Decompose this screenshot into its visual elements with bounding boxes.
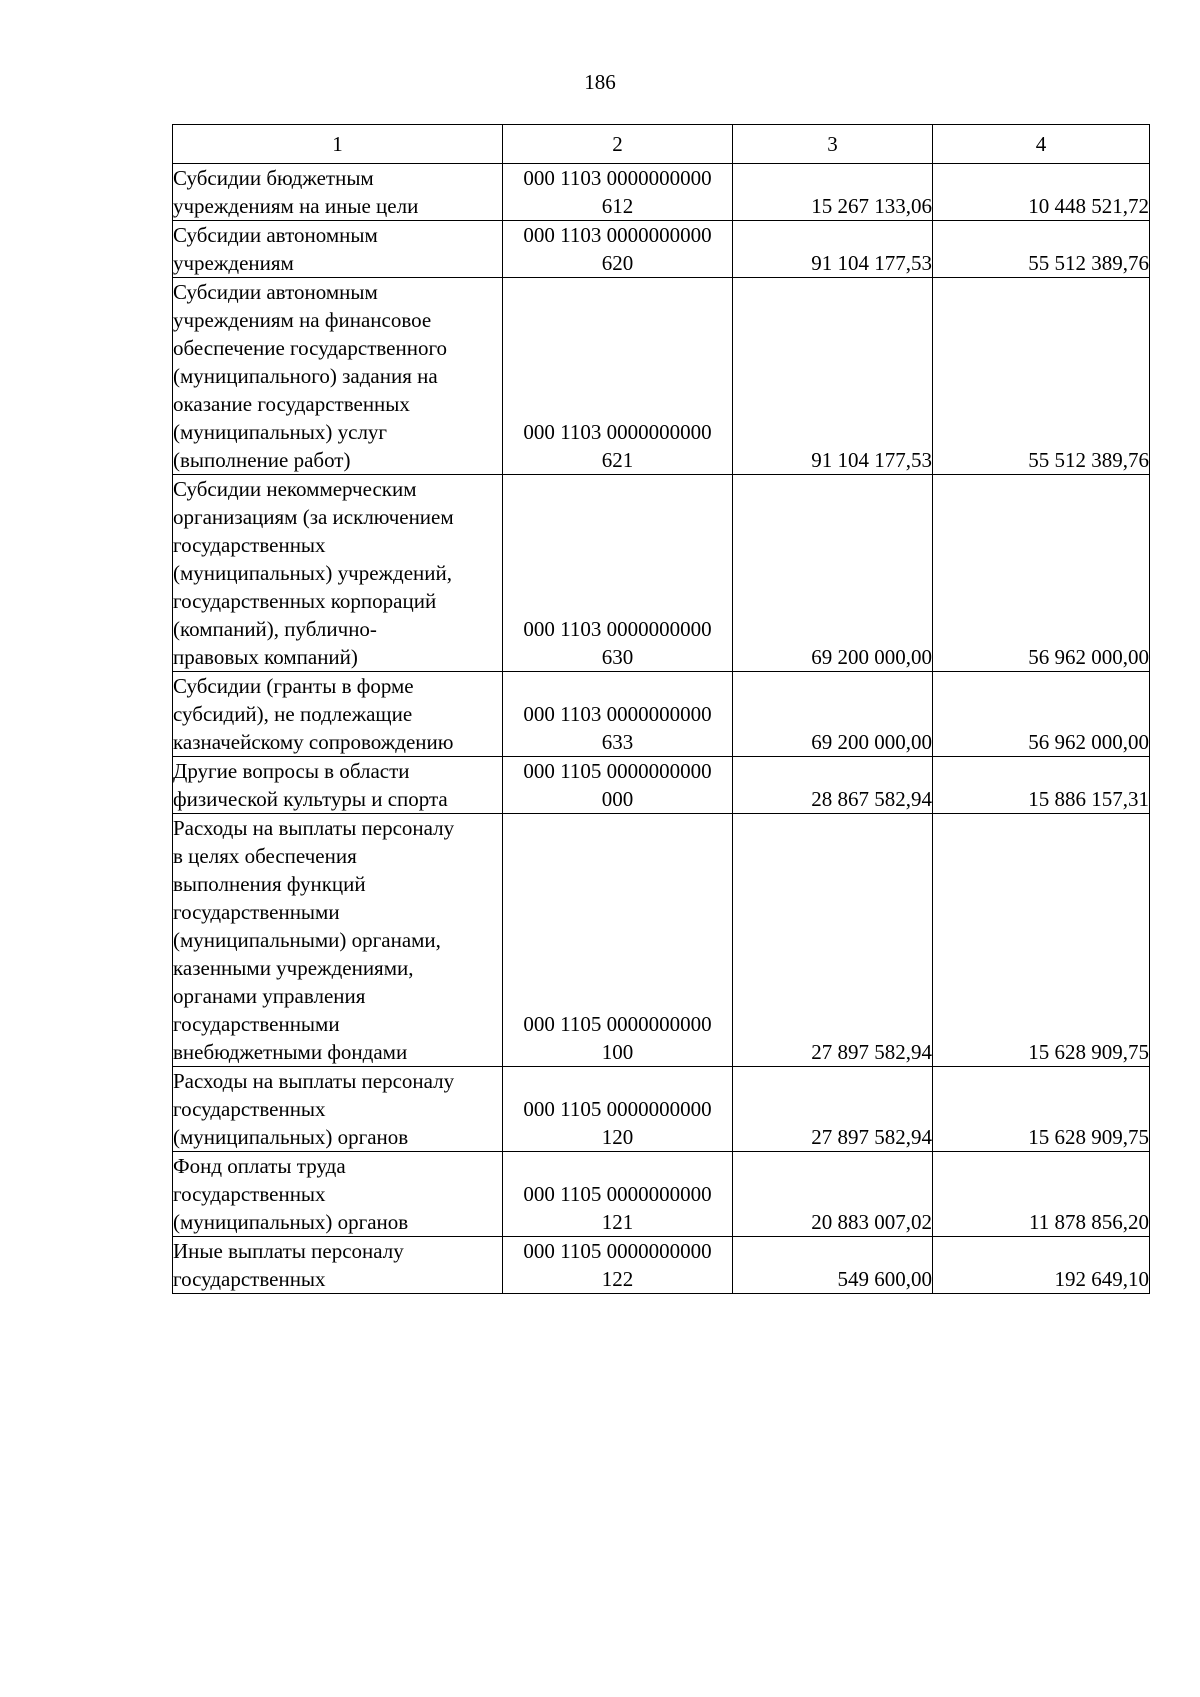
budget-code-cell [503,672,733,757]
amount-column-4: 55 512 389,76 [933,278,1150,475]
table-row [173,757,1150,814]
budget-code-line: 000 1105 0000000000 [523,759,712,783]
budget-code-cell [503,164,733,221]
expense-name-line: казенными учреждениями, [173,956,414,980]
expense-name-line: казначейскому сопровождению [173,730,454,754]
expense-name-line: Иные выплаты персоналу [173,1239,404,1263]
expense-name-cell [173,278,503,475]
budget-code-line: 000 1105 0000000000 [523,1012,712,1036]
expense-name-line: (муниципальными) органами, [173,928,441,952]
amount-column-3: 20 883 007,02 [733,1152,933,1237]
amount-column-3: 91 104 177,53 [733,278,933,475]
budget-code-line: 000 1103 0000000000 [523,166,712,190]
expense-name-line: Субсидии автономным [173,223,378,247]
expense-name-line: (муниципальных) органов [173,1210,409,1234]
table-row [173,278,1150,475]
budget-code-line: 612 [601,194,634,218]
amount-column-4: 55 512 389,76 [933,221,1150,278]
budget-code-line: 122 [601,1267,634,1291]
expense-name-line: субсидий), не подлежащие [173,702,413,726]
budget-code-cell [503,814,733,1067]
expense-name-line: (муниципального) задания на [173,364,438,388]
budget-code-line: 000 1105 0000000000 [523,1239,712,1263]
budget-code-line: 000 1105 0000000000 [523,1097,712,1121]
amount-column-3: 69 200 000,00 [733,672,933,757]
expense-name-cell [173,1152,503,1237]
budget-code-line: 621 [601,448,634,472]
budget-code-line: 620 [601,251,634,275]
expense-name-cell [173,814,503,1067]
expense-name-line: в целях обеспечения [173,844,357,868]
expense-name-line: (муниципальных) органов [173,1125,409,1149]
expense-name-cell [173,672,503,757]
column-header-2: 2 [503,125,733,164]
table-row [173,1237,1150,1294]
budget-code-line: 633 [601,730,634,754]
amount-column-4: 11 878 856,20 [933,1152,1150,1237]
amount-column-4: 192 649,10 [933,1237,1150,1294]
table-row [173,814,1150,1067]
budget-code-line: 000 1103 0000000000 [523,223,712,247]
expense-name-cell [173,1067,503,1152]
table-row [173,672,1150,757]
amount-column-4: 15 628 909,75 [933,1067,1150,1152]
budget-code-line: 000 1103 0000000000 [523,702,712,726]
header-row [173,125,1150,164]
expense-name-line: учреждениям [173,251,294,275]
expense-name-line: (компаний), публично- [173,617,377,641]
expense-name-line: (муниципальных) услуг [173,420,388,444]
budget-code-cell [503,1152,733,1237]
budget-table [172,124,1150,1294]
expense-name-line: правовых компаний) [173,645,358,669]
expense-name-line: государственных [173,1097,326,1121]
column-header-4: 4 [933,125,1150,164]
amount-column-4: 10 448 521,72 [933,164,1150,221]
expense-name-line: Расходы на выплаты персоналу [173,1069,455,1093]
amount-column-4: 15 628 909,75 [933,814,1150,1067]
expense-name-line: Фонд оплаты труда [173,1154,346,1178]
expense-name-line: (муниципальных) учреждений, [173,561,452,585]
expense-name-line: Другие вопросы в области [173,759,410,783]
table-body [173,164,1150,1294]
budget-code-cell [503,1067,733,1152]
table-row [173,164,1150,221]
budget-code-cell [503,221,733,278]
expense-name-line: государственных корпораций [173,589,437,613]
expense-name-line: оказание государственных [173,392,410,416]
expense-name-cell [173,221,503,278]
expense-name-line: Субсидии (гранты в форме [173,674,414,698]
budget-code-line: 100 [601,1040,634,1064]
expense-name-line: государственных [173,1182,326,1206]
amount-column-3: 15 267 133,06 [733,164,933,221]
amount-column-3: 27 897 582,94 [733,1067,933,1152]
amount-column-4: 56 962 000,00 [933,475,1150,672]
expense-name-line: органами управления [173,984,366,1008]
column-header-3: 3 [733,125,933,164]
expense-name-cell [173,164,503,221]
column-header-1: 1 [173,125,503,164]
table-row [173,1152,1150,1237]
budget-code-cell [503,278,733,475]
expense-name-line: Субсидии автономным [173,280,378,304]
expense-name-line: внебюджетными фондами [173,1040,408,1064]
page-number: 186 [584,70,616,94]
expense-name-line: обеспечение государственного [173,336,448,360]
expense-name-cell [173,475,503,672]
budget-code-line: 000 [601,787,634,811]
expense-name-cell [173,1237,503,1294]
budget-code-cell [503,1237,733,1294]
expense-name-line: Субсидии бюджетным [173,166,374,190]
expense-name-cell [173,757,503,814]
expense-name-line: выполнения функций [173,872,366,896]
budget-code-line: 000 1103 0000000000 [523,617,712,641]
expense-name-line: государственными [173,900,340,924]
amount-column-4: 15 886 157,31 [933,757,1150,814]
budget-code-line: 120 [601,1125,634,1149]
amount-column-3: 549 600,00 [733,1237,933,1294]
table-row [173,221,1150,278]
expense-name-line: физической культуры и спорта [173,787,448,811]
budget-code-line: 630 [601,645,634,669]
amount-column-3: 91 104 177,53 [733,221,933,278]
amount-column-4: 56 962 000,00 [933,672,1150,757]
expense-name-line: Расходы на выплаты персоналу [173,816,455,840]
amount-column-3: 28 867 582,94 [733,757,933,814]
expense-name-line: Субсидии некоммерческим [173,477,417,501]
table-row [173,1067,1150,1152]
budget-code-cell [503,475,733,672]
expense-name-line: государственных [173,533,326,557]
budget-code-line: 000 1105 0000000000 [523,1182,712,1206]
budget-code-cell [503,757,733,814]
amount-column-3: 69 200 000,00 [733,475,933,672]
table-row [173,475,1150,672]
expense-name-line: организациям (за исключением [173,505,454,529]
expense-name-line: учреждениям на иные цели [173,194,419,218]
expense-name-line: государственных [173,1267,326,1291]
expense-name-line: учреждениям на финансовое [173,308,432,332]
budget-code-line: 000 1103 0000000000 [523,420,712,444]
amount-column-3: 27 897 582,94 [733,814,933,1067]
expense-name-line: (выполнение работ) [173,448,351,472]
expense-name-line: государственными [173,1012,340,1036]
budget-code-line: 121 [601,1210,634,1234]
